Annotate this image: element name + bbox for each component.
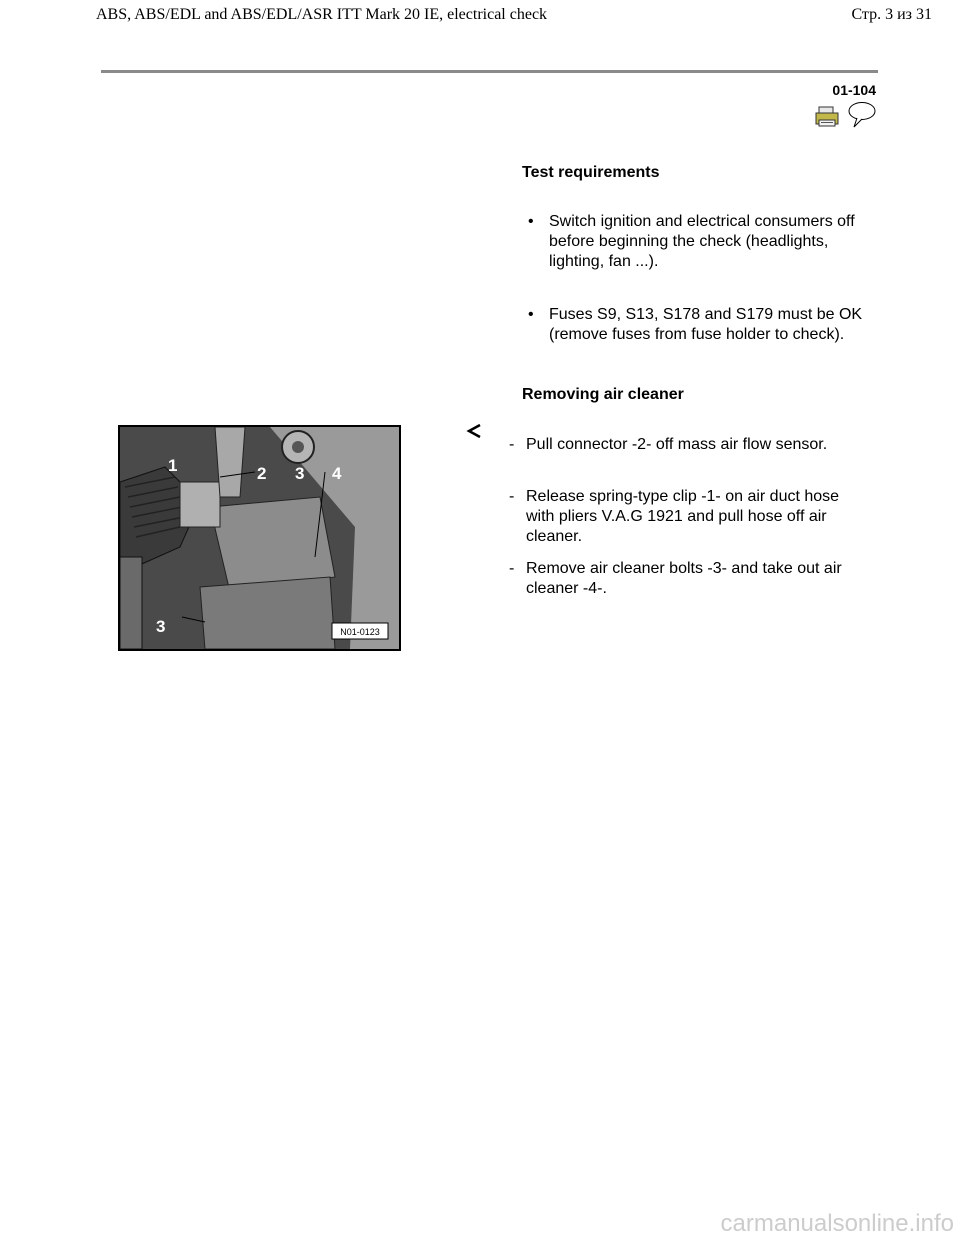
- requirement-item: [522, 212, 867, 272]
- callout-2: 2: [257, 464, 267, 483]
- bullet-icon: •: [528, 213, 534, 230]
- bullet-icon: •: [528, 306, 534, 323]
- figure-code: N01-0123: [340, 627, 380, 637]
- step-dash: -: [509, 488, 515, 505]
- printer-icon[interactable]: [816, 107, 838, 126]
- speech-bubble-icon[interactable]: [849, 103, 875, 128]
- toolbar: [815, 100, 879, 130]
- callout-3: 3: [295, 464, 305, 483]
- page-counter: Стр. 3 из 31: [851, 6, 932, 23]
- test-requirements-heading: Test requirements: [522, 164, 660, 181]
- page-header-title: ABS, ABS/EDL and ABS/EDL/ASR ITT Mark 20 IE, electrical check: [96, 6, 548, 23]
- step-dash: -: [509, 560, 515, 577]
- requirement-item: [522, 305, 867, 365]
- requirement-text: Switch ignition and electrical consumers off before beginning the check (headlights, lighting, fan ...).: [549, 213, 855, 270]
- header-divider: [101, 70, 878, 73]
- requirement-text: Fuses S9, S13, S178 and S179 must be OK (remove fuses from fuse holder to check).: [549, 306, 863, 343]
- engine-bay-figure: [118, 425, 401, 651]
- callout-3-lower: 3: [156, 617, 166, 636]
- step-text: Pull connector -2- off mass air flow sensor.: [526, 436, 828, 453]
- step-text: Remove air cleaner bolts -3- and take out air cleaner -4-.: [526, 560, 842, 597]
- step-text: Release spring-type clip -1- on air duct hose with pliers V.A.G 1921 and pull hose off air cleaner.: [526, 488, 840, 545]
- callout-1: 1: [168, 456, 178, 475]
- instruction-step: [509, 559, 859, 599]
- instruction-step: [509, 435, 859, 475]
- document-page-number: 01-104: [832, 82, 876, 98]
- chevron-left-icon: [466, 423, 482, 439]
- removing-air-cleaner-heading: Removing air cleaner: [522, 386, 684, 403]
- step-dash: -: [509, 436, 515, 453]
- instruction-step: [509, 487, 859, 547]
- watermark: carmanualsonline.info: [720, 1210, 954, 1237]
- callout-4: 4: [332, 464, 342, 483]
